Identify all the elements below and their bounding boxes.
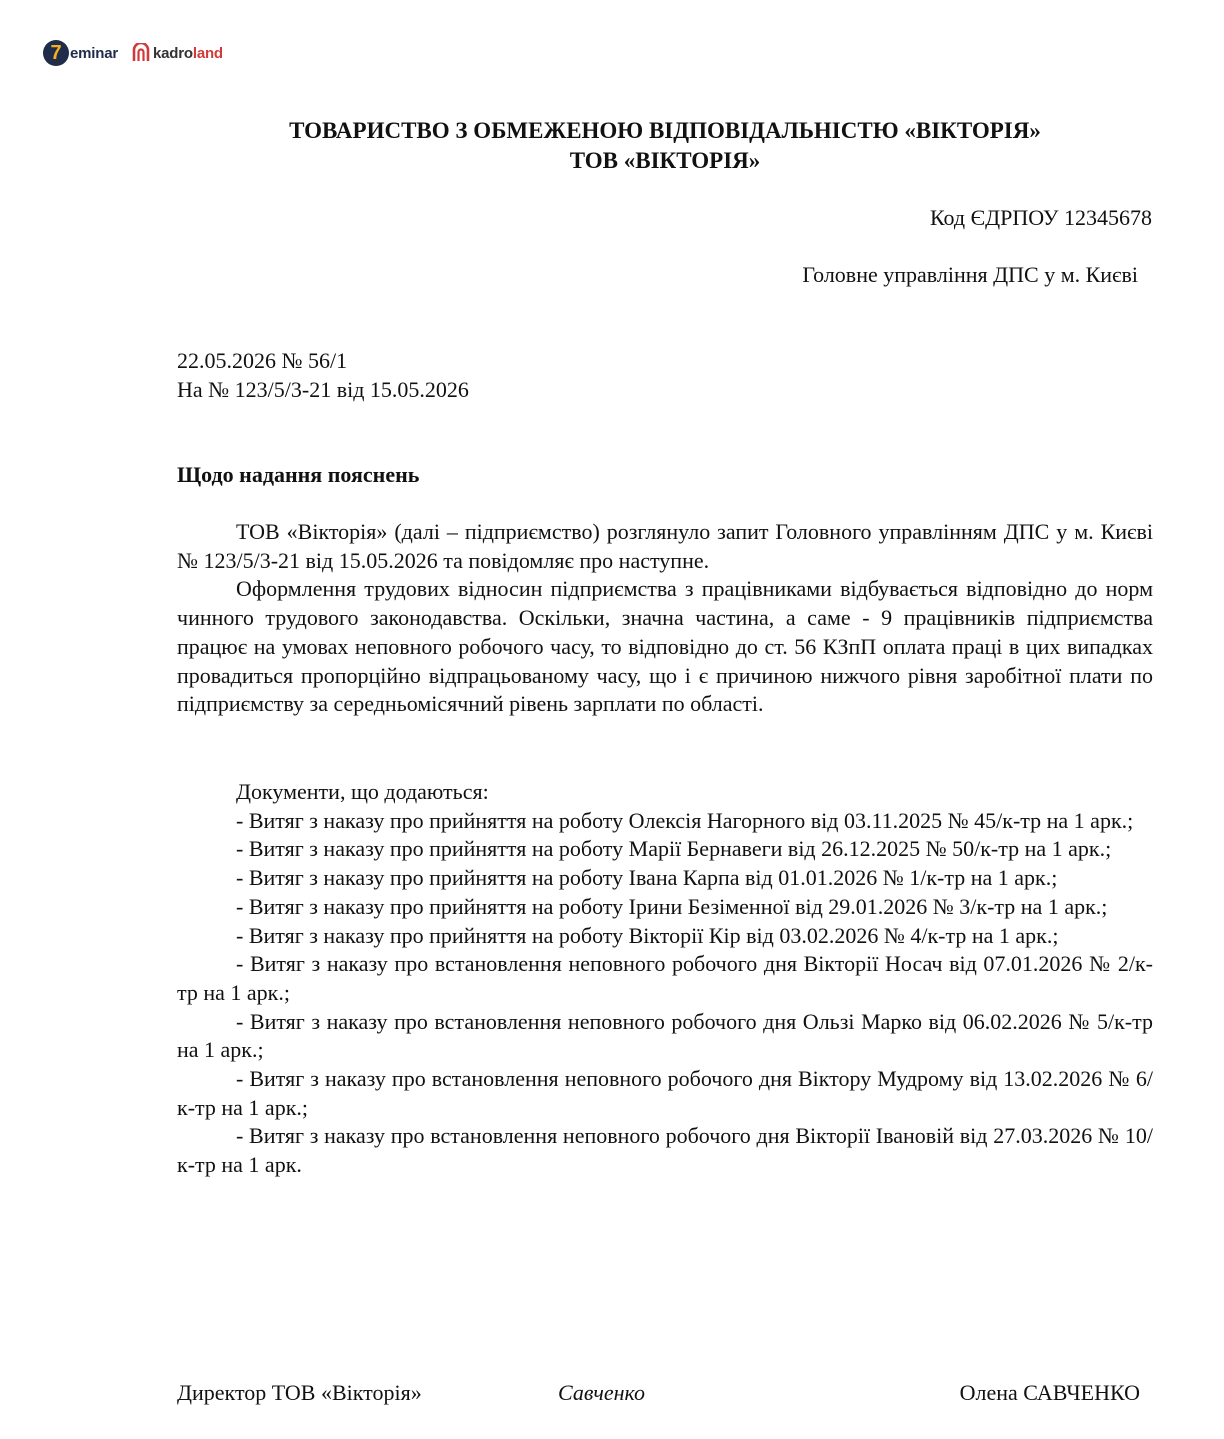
company-short-name: ТОВ «ВІКТОРІЯ»: [569, 148, 761, 173]
attachment-item: - Витяг з наказу про прийняття на роботу Вікторії Кір від 03.02.2026 № 4/к-тр на 1 арк.;: [236, 922, 1059, 948]
seminar-logo-icon: 7: [43, 40, 69, 66]
company-code: Код ЄДРПОУ 12345678: [929, 205, 1152, 230]
letter-body: [177, 518, 1153, 719]
attachment-item: - Витяг з наказу про прийняття на роботу Івана Карпа від 01.01.2026 № 1/к-тр на 1 арк.;: [236, 865, 1058, 891]
reply-reference: На № 123/5/3-21 від 15.05.2026: [177, 377, 469, 402]
header-logos: [43, 38, 223, 68]
attachment-item: - Витяг з наказу про встановлення неповного робочого дня Вікторії Носач від 07.01.2026 № 2/к-тр на 1 арк.;: [177, 951, 1153, 1005]
attachment-item: - Витяг з наказу про прийняття на роботу Олексія Нагорного від 03.11.2025 № 45/к-тр на 1 арк.;: [236, 807, 1134, 833]
letter-subject: Щодо надання пояснень: [177, 462, 420, 487]
seminar-logo-text: eminar: [70, 44, 118, 62]
attachments-list: [177, 778, 1153, 1180]
company-full-name: ТОВАРИСТВО З ОБМЕЖЕНОЮ ВІДПОВІДАЛЬНІСТЮ «ВІКТОРІЯ»: [289, 118, 1041, 143]
recipient: Головне управління ДПС у м. Києві: [802, 262, 1138, 287]
handwritten-signature: Савченко: [558, 1380, 646, 1405]
outgoing-number: 22.05.2026 № 56/1: [177, 348, 348, 373]
paragraph: ТОВ «Вікторія» (далі – підприємство) розглянуло запит Головного управлінням ДПС у м. Києві № 123/5/3-21 від 15.05.2026 та повідомляє про наступне.: [177, 519, 1153, 573]
kadroland-logo-text: kadroland: [153, 44, 223, 62]
kadroland-logo-icon: [132, 43, 150, 63]
attachment-item: - Витяг з наказу про прийняття на роботу Ірини Безіменної від 29.01.2026 № 3/к-тр на 1 арк.;: [236, 893, 1108, 919]
signatory-position: Директор ТОВ «Вікторія»: [177, 1380, 422, 1405]
attachment-item: - Витяг з наказу про встановлення неповного робочого дня Ользі Марко від 06.02.2026 № 5/к-тр на 1 арк.;: [177, 1008, 1153, 1063]
paragraph: Оформлення трудових відносин підприємства з працівниками відбувається відповідно до норм чинного трудового законодавства. Оскільки, значна частина, а саме - 9 працівників підприємства працює на умовах неповного робочого часу, то відповідно до ст. 56 КЗпП оплата праці в цих випадках провадиться пропорційно відпрацьованому часу, що і є причиною нижчого рівня заробітної плати по підприємству за середньомісячний рівень зарплати по області.: [177, 576, 1153, 717]
signatory-name: Олена САВЧЕНКО: [959, 1380, 1140, 1405]
attachment-item: - Витяг з наказу про встановлення неповного робочого дня Вікторії Івановій від 27.03.2026 № 10/к-тр на 1 арк.: [177, 1123, 1153, 1178]
attachments-header: Документи, що додаються:: [236, 779, 489, 804]
attachment-item: - Витяг з наказу про встановлення неповного робочого дня Віктору Мудрому від 13.02.2026 № 6/к-тр на 1 арк.;: [177, 1066, 1153, 1120]
attachment-item: - Витяг з наказу про прийняття на роботу Марії Бернавеги від 26.12.2025 № 50/к-тр на 1 арк.;: [236, 836, 1112, 862]
